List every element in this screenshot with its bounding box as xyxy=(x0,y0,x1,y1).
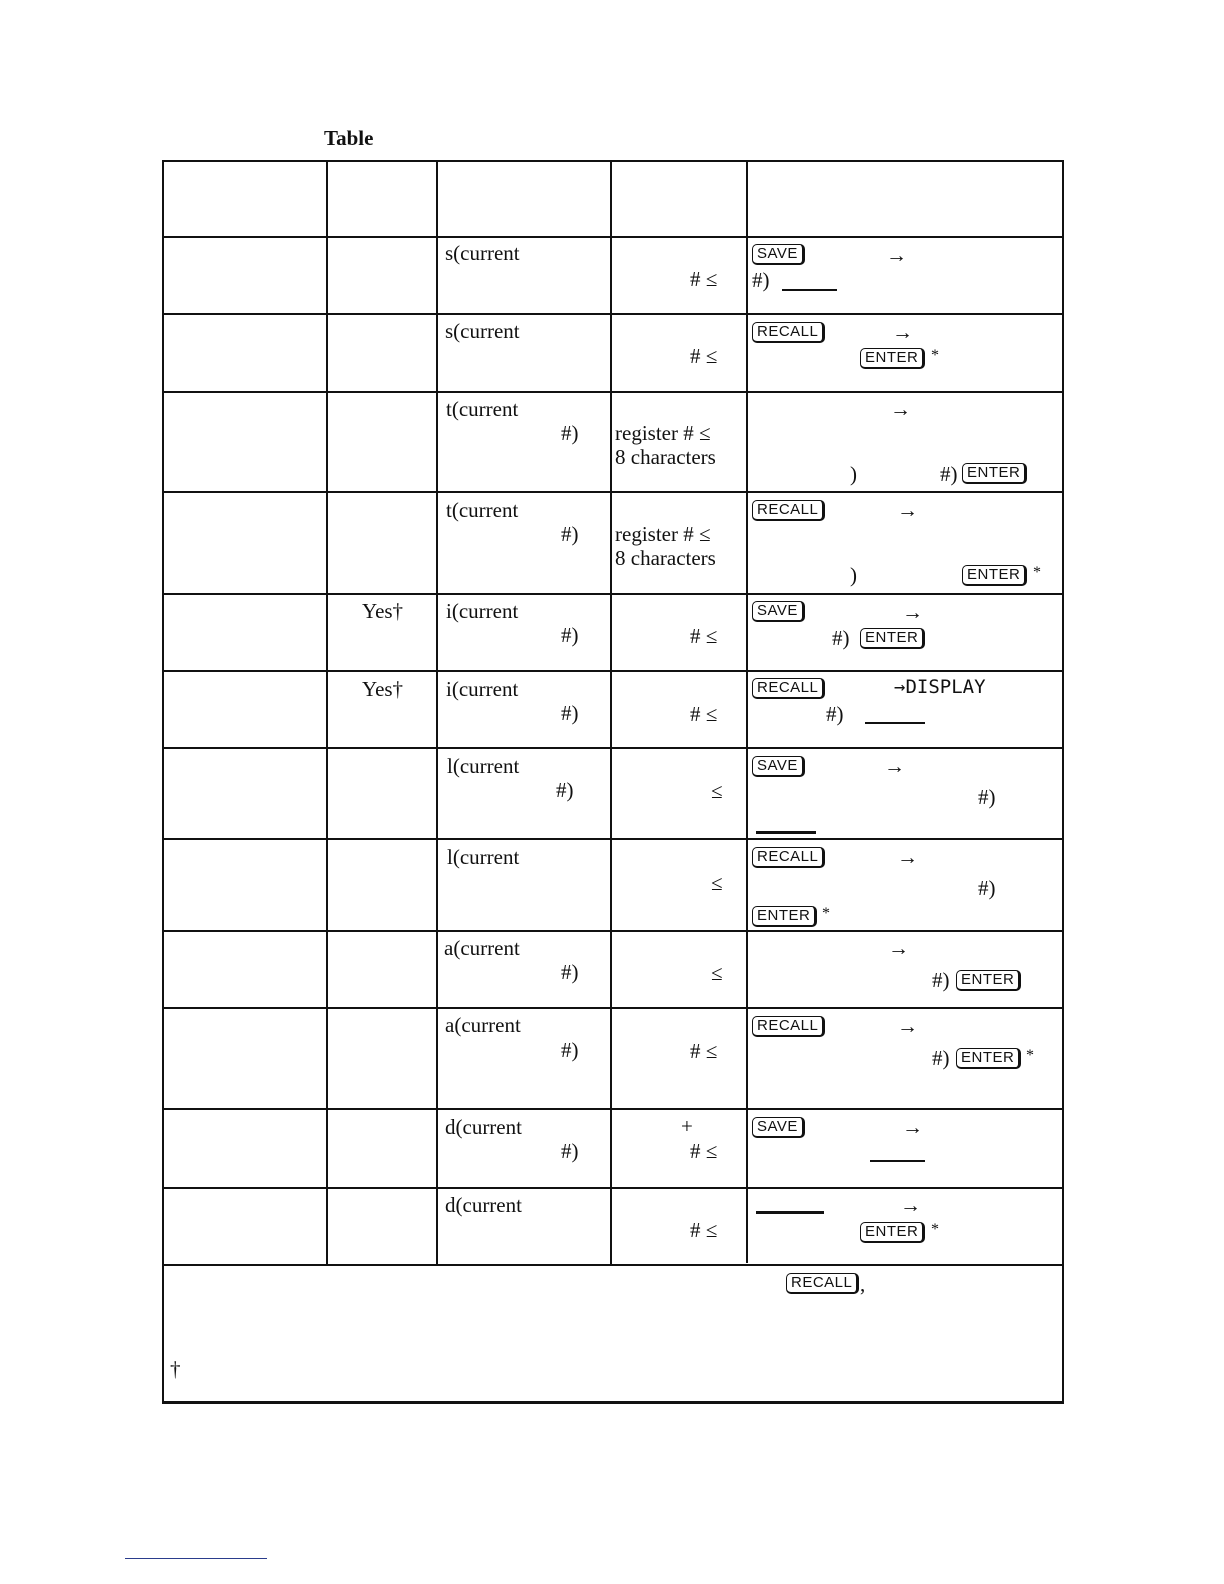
row-requirement: register # ≤ xyxy=(615,421,711,445)
recall-key: RECALL xyxy=(752,500,825,521)
save-key: SAVE xyxy=(752,756,805,777)
row-flag: Yes† xyxy=(362,677,404,701)
row-requirement: # ≤ xyxy=(690,702,718,726)
footnote-dagger: † xyxy=(170,1357,181,1381)
row-divider xyxy=(162,930,1064,932)
row-entry-text: #) xyxy=(932,1046,950,1070)
row-divider xyxy=(162,593,1064,595)
column-divider xyxy=(746,160,748,1263)
row-divider xyxy=(162,313,1064,315)
enter-key: ENTER xyxy=(860,348,925,369)
row-description-cont: #) xyxy=(561,1038,579,1062)
row-description: a(current xyxy=(444,936,520,960)
row-description-cont: #) xyxy=(561,421,579,445)
column-divider xyxy=(610,160,612,1265)
row-requirement-cont: # ≤ xyxy=(690,1139,718,1163)
recall-key: RECALL xyxy=(752,678,825,699)
row-divider xyxy=(162,491,1064,493)
row-divider xyxy=(162,747,1064,749)
row-requirement: # ≤ xyxy=(690,1218,718,1242)
asterisk-mark: * xyxy=(931,347,939,364)
row-description: s(current xyxy=(445,241,520,265)
row-requirement: # ≤ xyxy=(690,624,718,648)
entry-blank xyxy=(756,831,816,834)
row-description: i(current xyxy=(446,599,519,623)
row-divider xyxy=(162,1007,1064,1009)
row-description: l(current xyxy=(447,845,520,869)
save-key: SAVE xyxy=(752,1117,805,1138)
row-requirement: ≤ xyxy=(711,961,723,985)
entry-blank xyxy=(756,1211,824,1214)
row-requirement-cont: 8 characters xyxy=(615,546,716,570)
row-description: s(current xyxy=(445,319,520,343)
row-requirement: # ≤ xyxy=(690,344,718,368)
row-divider xyxy=(162,670,1064,672)
enter-key: ENTER xyxy=(962,565,1027,586)
row-description-cont: #) xyxy=(561,623,579,647)
arrow-icon: → xyxy=(897,498,918,522)
row-description: d(current xyxy=(445,1115,522,1139)
row-divider xyxy=(162,838,1064,840)
row-entry-text: #) xyxy=(752,268,770,292)
asterisk-mark: * xyxy=(1026,1047,1034,1064)
row-description-cont: #) xyxy=(556,778,574,802)
row-requirement: register # ≤ xyxy=(615,522,711,546)
enter-key: ENTER xyxy=(860,628,925,649)
enter-key: ENTER xyxy=(962,463,1027,484)
asterisk-mark: * xyxy=(822,905,830,922)
row-entry-text: #) xyxy=(932,968,950,992)
row-divider xyxy=(162,236,1064,238)
storage-table xyxy=(162,160,1064,1404)
enter-key: ENTER xyxy=(956,1048,1021,1069)
arrow-icon: → xyxy=(888,936,909,960)
recall-key: RECALL xyxy=(752,847,825,868)
row-description-cont: #) xyxy=(561,701,579,725)
save-key: SAVE xyxy=(752,601,805,622)
arrow-icon: → xyxy=(902,1115,923,1139)
row-requirement-cont: 8 characters xyxy=(615,445,716,469)
entry-blank xyxy=(782,289,837,291)
display-softkey-label: →DISPLAY xyxy=(894,676,986,698)
row-requirement: ≤ xyxy=(711,871,723,895)
column-divider xyxy=(436,160,438,1265)
recall-key: RECALL xyxy=(786,1273,859,1294)
row-requirement: + xyxy=(681,1114,693,1138)
arrow-icon: → xyxy=(884,754,905,778)
arrow-icon: → xyxy=(902,600,923,624)
row-paren: ) xyxy=(850,563,857,587)
recall-key: RECALL xyxy=(752,1016,825,1037)
recall-key: RECALL xyxy=(752,322,825,343)
column-divider xyxy=(326,160,328,1265)
asterisk-mark: * xyxy=(1033,564,1041,581)
table-caption: Table xyxy=(324,126,374,150)
arrow-icon: → xyxy=(886,243,907,267)
row-flag: Yes† xyxy=(362,599,404,623)
row-description: l(current xyxy=(447,754,520,778)
row-divider xyxy=(162,391,1064,393)
row-entry-text: #) xyxy=(832,626,850,650)
footnote-punctuation: , xyxy=(860,1272,866,1296)
enter-key: ENTER xyxy=(860,1222,925,1243)
row-description-cont: #) xyxy=(561,522,579,546)
row-entry-text: #) xyxy=(826,702,844,726)
row-entry-text: #) xyxy=(978,785,996,809)
row-divider xyxy=(162,1108,1064,1110)
row-divider xyxy=(162,1187,1064,1189)
arrow-icon: → xyxy=(900,1193,921,1217)
arrow-icon: → xyxy=(892,320,913,344)
row-description: a(current xyxy=(445,1013,521,1037)
entry-blank xyxy=(870,1160,925,1162)
arrow-icon: → xyxy=(897,845,918,869)
arrow-icon: → xyxy=(897,1014,918,1038)
entry-blank xyxy=(865,722,925,724)
row-entry-text: #) xyxy=(940,462,958,486)
row-description-cont: #) xyxy=(561,960,579,984)
row-description: t(current xyxy=(446,397,519,421)
row-requirement: # ≤ xyxy=(690,267,718,291)
row-description: i(current xyxy=(446,677,519,701)
row-paren: ) xyxy=(850,462,857,486)
enter-key: ENTER xyxy=(956,970,1021,991)
row-requirement: # ≤ xyxy=(690,1039,718,1063)
enter-key: ENTER xyxy=(752,906,817,927)
row-description: d(current xyxy=(445,1193,522,1217)
row-requirement: ≤ xyxy=(711,779,723,803)
asterisk-mark: * xyxy=(931,1221,939,1238)
row-description: t(current xyxy=(446,498,519,522)
arrow-icon: → xyxy=(890,397,911,421)
row-description-cont: #) xyxy=(561,1139,579,1163)
save-key: SAVE xyxy=(752,244,805,265)
footnote-divider xyxy=(162,1264,1064,1266)
row-entry-text: #) xyxy=(978,876,996,900)
footer-rule xyxy=(125,1558,267,1559)
